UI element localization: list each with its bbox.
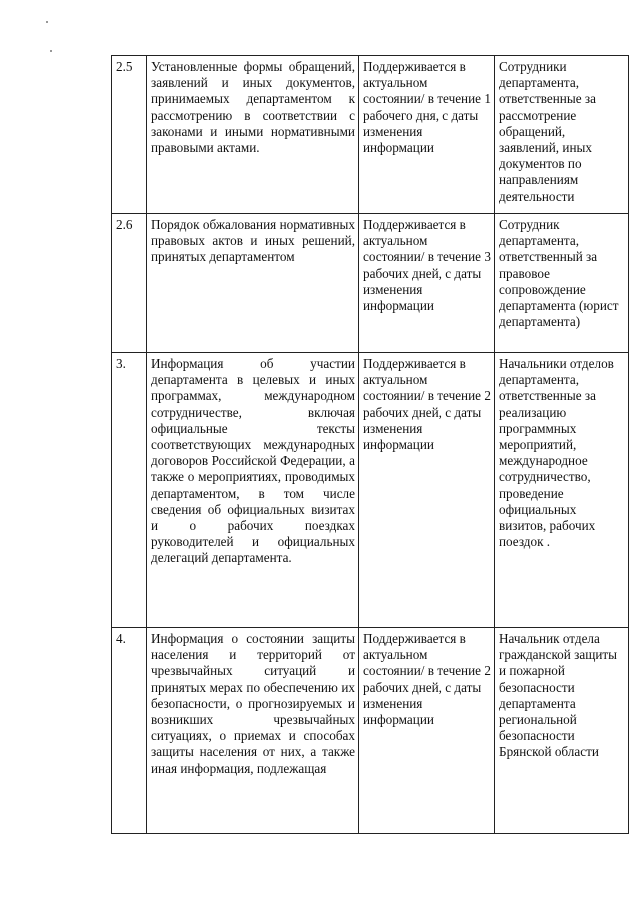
information-table xyxy=(111,55,629,834)
responsible-cell: Начальник отдела гражданской защиты и пожарной безопасности департамента региональной безопасности Брянской области xyxy=(495,628,629,834)
info-cell: Информация об участии департамента в целевых и иных программах, международном сотрудничестве, включая официальные тексты соответствующих международных договоров Российской Федерации, а также о мероприятиях, проводимых департаментом, в том числе сведения об официальных визитах и о рабочих поездках руководителей и официальных делегаций департамента. xyxy=(147,353,359,628)
info-cell: Порядок обжалования нормативных правовых актов и иных решений, принятых департаментом xyxy=(147,214,359,353)
responsible-cell: Сотрудник департамента, ответственный за правовое сопровождение департамента (юрист департамента) xyxy=(495,214,629,353)
info-cell: Установленные формы обращений, заявлений и иных документов, принимаемых департаментом к рассмотрению в соответствии с законами и иными нормативными правовыми актами. xyxy=(147,56,359,214)
row-number: 3. xyxy=(112,353,147,628)
table-row xyxy=(112,353,629,628)
period-cell: Поддерживается в актуальном состоянии/ в течение 1 рабочего дня, с даты изменения информации xyxy=(359,56,495,214)
table-row xyxy=(112,56,629,214)
table-row xyxy=(112,214,629,353)
row-number: 4. xyxy=(112,628,147,834)
responsible-cell: Начальники отделов департамента, ответственные за реализацию программных мероприятий, международное сотрудничество, проведение официальных визитов, рабочих поездок . xyxy=(495,353,629,628)
scan-speck xyxy=(46,21,48,23)
row-number: 2.6 xyxy=(112,214,147,353)
responsible-cell: Сотрудники департамента, ответственные за рассмотрение обращений, заявлений, иных документов по направлениям деятельности xyxy=(495,56,629,214)
row-number: 2.5 xyxy=(112,56,147,214)
table-row xyxy=(112,628,629,834)
period-cell: Поддерживается в актуальном состоянии/ в течение 3 рабочих дней, с даты изменения информации xyxy=(359,214,495,353)
period-cell: Поддерживается в актуальном состоянии/ в течение 2 рабочих дней, с даты изменения информации xyxy=(359,628,495,834)
period-cell: Поддерживается в актуальном состоянии/ в течение 2 рабочих дней, с даты изменения информации xyxy=(359,353,495,628)
scan-speck xyxy=(50,50,52,52)
info-cell: Информация о состоянии защиты населения и территорий от чрезвычайных ситуаций и принятых мерах по обеспечению их безопасности, о прогнозируемых и возникших чрезвычайных ситуациях, о приемах и способах защиты населения от них, а также иная информация, подлежащая xyxy=(147,628,359,834)
